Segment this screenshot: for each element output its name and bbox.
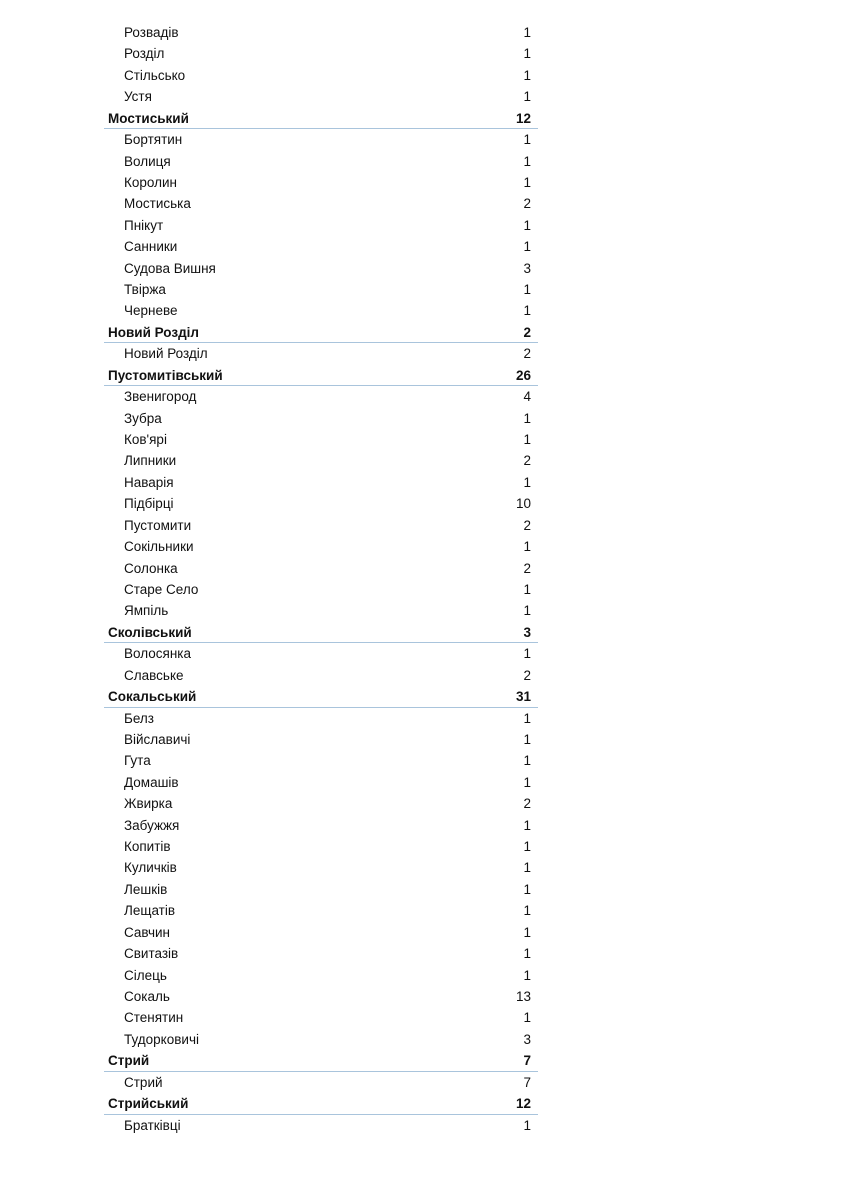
group-name: Пустомитівський xyxy=(108,367,223,383)
settlement-name: Тудорковичі xyxy=(124,1031,199,1047)
list-item-row xyxy=(104,729,538,750)
list-item-row xyxy=(104,172,538,193)
settlement-count: 1 xyxy=(523,239,531,255)
settlement-count: 2 xyxy=(523,453,531,469)
list-item-row xyxy=(104,450,538,471)
list-item-row xyxy=(104,793,538,814)
list-item-row xyxy=(104,1007,538,1028)
settlement-name: Домашів xyxy=(124,774,179,790)
settlement-name: Мостиська xyxy=(124,196,191,212)
settlement-count: 1 xyxy=(523,946,531,962)
settlement-count: 1 xyxy=(523,539,531,555)
group-header-row xyxy=(104,622,538,643)
settlement-name: Сокільники xyxy=(124,539,194,555)
settlement-count-table xyxy=(104,22,538,1136)
list-item-row xyxy=(104,558,538,579)
settlement-count: 2 xyxy=(523,196,531,212)
settlement-name: Черневе xyxy=(124,303,178,319)
settlement-name: Славське xyxy=(124,667,184,683)
settlement-name: Ямпіль xyxy=(124,603,169,619)
list-item-row xyxy=(104,879,538,900)
settlement-count: 1 xyxy=(523,731,531,747)
settlement-count: 2 xyxy=(523,667,531,683)
settlement-count: 7 xyxy=(523,1074,531,1090)
group-total: 2 xyxy=(523,324,531,340)
group-total: 26 xyxy=(515,367,531,383)
settlement-count: 1 xyxy=(523,817,531,833)
settlement-count: 1 xyxy=(523,217,531,233)
group-name: Новий Розділ xyxy=(108,324,199,340)
settlement-name: Судова Вишня xyxy=(124,260,216,276)
list-item-row xyxy=(104,343,538,364)
settlement-count: 1 xyxy=(523,282,531,298)
list-item-row xyxy=(104,772,538,793)
list-item-row xyxy=(104,151,538,172)
list-item-row xyxy=(104,857,538,878)
group-total: 12 xyxy=(515,110,531,126)
settlement-count: 1 xyxy=(523,603,531,619)
settlement-count: 2 xyxy=(523,796,531,812)
settlement-count: 1 xyxy=(523,303,531,319)
settlement-count: 1 xyxy=(523,432,531,448)
settlement-name: Забужжя xyxy=(124,817,180,833)
list-item-row xyxy=(104,300,538,321)
settlement-count: 1 xyxy=(523,774,531,790)
settlement-name: Бортятин xyxy=(124,132,183,148)
group-total: 31 xyxy=(515,689,531,705)
settlement-name: Лещатів xyxy=(124,903,176,919)
settlement-name: Розділ xyxy=(124,46,165,62)
settlement-count: 1 xyxy=(523,474,531,490)
settlement-name: Волосянка xyxy=(124,646,191,662)
list-item-row xyxy=(104,965,538,986)
group-header-row xyxy=(104,108,538,129)
list-item-row xyxy=(104,665,538,686)
settlement-count: 1 xyxy=(523,839,531,855)
settlement-count: 2 xyxy=(523,346,531,362)
settlement-name: Гута xyxy=(124,753,151,769)
settlement-name: Ков'ярі xyxy=(124,432,167,448)
settlement-count: 1 xyxy=(523,410,531,426)
settlement-name: Звенигород xyxy=(124,389,197,405)
settlement-count: 1 xyxy=(523,89,531,105)
settlement-count: 1 xyxy=(523,67,531,83)
list-item-row xyxy=(104,215,538,236)
group-header-row xyxy=(104,1050,538,1071)
settlement-name: Стенятин xyxy=(124,1010,184,1026)
group-header-row xyxy=(104,686,538,707)
list-item-row xyxy=(104,900,538,921)
group-total: 12 xyxy=(515,1096,531,1112)
group-name: Стрий xyxy=(108,1053,150,1069)
list-item-row xyxy=(104,836,538,857)
list-item-row xyxy=(104,579,538,600)
list-item-row xyxy=(104,86,538,107)
settlement-count: 1 xyxy=(523,967,531,983)
group-name: Стрийський xyxy=(108,1096,189,1112)
settlement-count: 4 xyxy=(523,389,531,405)
settlement-count: 13 xyxy=(515,988,531,1004)
list-item-row xyxy=(104,258,538,279)
list-item-row xyxy=(104,129,538,150)
settlement-name: Свитазів xyxy=(124,946,179,962)
settlement-count: 1 xyxy=(523,25,531,40)
settlement-name: Стільсько xyxy=(124,67,186,83)
settlement-count: 1 xyxy=(523,710,531,726)
list-item-row xyxy=(104,708,538,729)
settlement-count: 1 xyxy=(523,753,531,769)
list-item-row xyxy=(104,750,538,771)
settlement-count: 1 xyxy=(523,860,531,876)
settlement-name: Наварія xyxy=(124,474,174,490)
settlement-count: 3 xyxy=(523,1031,531,1047)
list-item-row xyxy=(104,1115,538,1136)
list-item-row xyxy=(104,943,538,964)
settlement-name: Белз xyxy=(124,710,154,726)
settlement-count: 1 xyxy=(523,903,531,919)
list-item-row xyxy=(104,493,538,514)
settlement-name: Сокаль xyxy=(124,988,170,1004)
settlement-count: 2 xyxy=(523,517,531,533)
list-item-row xyxy=(104,43,538,64)
settlement-name: Волиця xyxy=(124,153,171,169)
settlement-name: Розвадів xyxy=(124,25,179,40)
settlement-name: Савчин xyxy=(124,924,171,940)
settlement-name: Пнікут xyxy=(124,217,164,233)
settlement-count: 1 xyxy=(523,132,531,148)
settlement-name: Королин xyxy=(124,174,177,190)
settlement-count: 1 xyxy=(523,581,531,597)
group-total: 3 xyxy=(523,624,531,640)
settlement-name: Новий Розділ xyxy=(124,346,208,362)
list-item-row xyxy=(104,986,538,1007)
group-name: Сокальський xyxy=(108,689,197,705)
settlement-name: Зубра xyxy=(124,410,162,426)
list-item-row xyxy=(104,472,538,493)
settlement-name: Твіржа xyxy=(124,282,166,298)
settlement-count: 1 xyxy=(523,646,531,662)
settlement-count: 1 xyxy=(523,881,531,897)
settlement-name: Братківці xyxy=(124,1117,181,1133)
settlement-name: Липники xyxy=(124,453,177,469)
settlement-name: Устя xyxy=(124,89,152,105)
group-header-row xyxy=(104,365,538,386)
settlement-name: Старе Село xyxy=(124,581,199,597)
settlement-name: Лешків xyxy=(124,881,168,897)
list-item-row xyxy=(104,1072,538,1093)
group-name: Сколівський xyxy=(108,624,192,640)
settlement-name: Санники xyxy=(124,239,178,255)
group-header-row xyxy=(104,1093,538,1114)
list-item-row xyxy=(104,429,538,450)
settlement-count: 1 xyxy=(523,1117,531,1133)
list-item-row xyxy=(104,236,538,257)
settlement-name: Солонка xyxy=(124,560,178,576)
group-total: 7 xyxy=(523,1053,531,1069)
list-item-row xyxy=(104,600,538,621)
settlement-name: Копитів xyxy=(124,839,171,855)
list-item-row xyxy=(104,65,538,86)
list-item-row xyxy=(104,1029,538,1050)
settlement-count: 1 xyxy=(523,174,531,190)
list-item-row xyxy=(104,515,538,536)
list-item-row xyxy=(104,22,538,43)
settlement-name: Куличків xyxy=(124,860,177,876)
settlement-name: Жвирка xyxy=(124,796,173,812)
list-item-row xyxy=(104,408,538,429)
settlement-count: 1 xyxy=(523,46,531,62)
group-name: Мостиський xyxy=(108,110,189,126)
settlement-name: Підбірці xyxy=(124,496,174,512)
settlement-name: Війславичі xyxy=(124,731,191,747)
list-item-row xyxy=(104,815,538,836)
list-item-row xyxy=(104,536,538,557)
settlement-count: 2 xyxy=(523,560,531,576)
list-item-row xyxy=(104,643,538,664)
list-item-row xyxy=(104,193,538,214)
settlement-count: 1 xyxy=(523,153,531,169)
settlement-count: 10 xyxy=(515,496,531,512)
settlement-count: 3 xyxy=(523,260,531,276)
group-header-row xyxy=(104,322,538,343)
list-item-row xyxy=(104,922,538,943)
settlement-name: Пустомити xyxy=(124,517,192,533)
settlement-count: 1 xyxy=(523,1010,531,1026)
settlement-name: Стрий xyxy=(124,1074,163,1090)
settlement-name: Сілець xyxy=(124,967,167,983)
list-item-row xyxy=(104,386,538,407)
settlement-count: 1 xyxy=(523,924,531,940)
list-item-row xyxy=(104,279,538,300)
